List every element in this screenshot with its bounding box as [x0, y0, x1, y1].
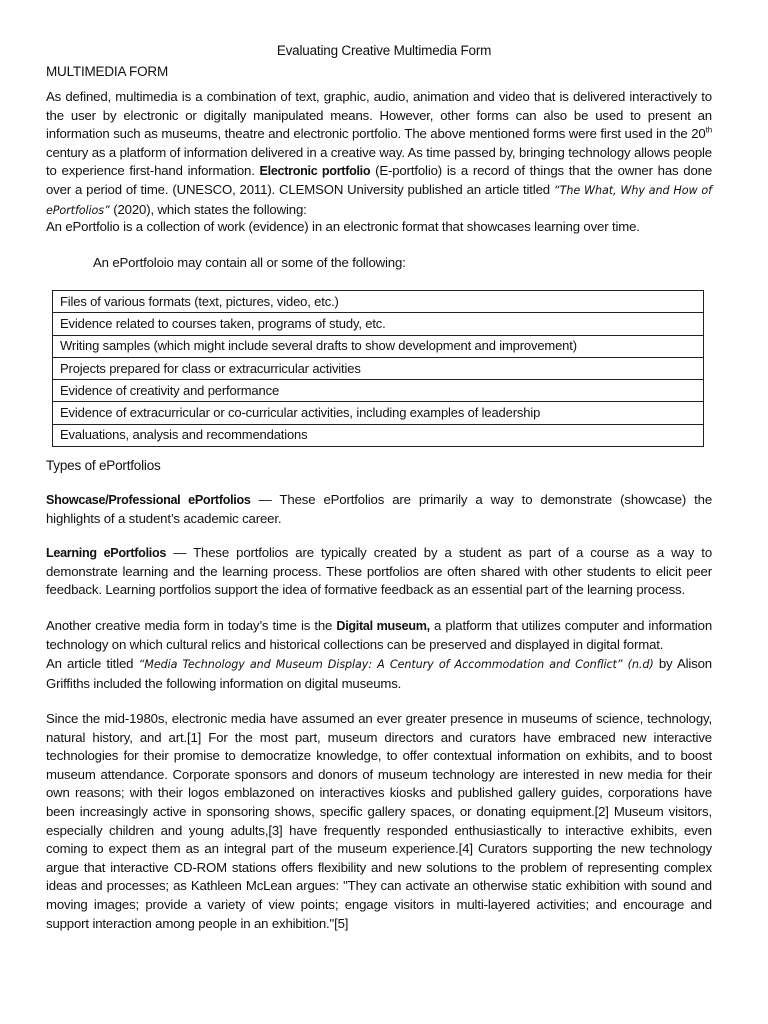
article-intro-b: by Alison Griffiths included the following information on digital museums. [46, 656, 712, 691]
table-cell: Writing samples (which might include several drafts to show development and improvement) [53, 335, 704, 357]
article-title-clemson: “The What, Why and How of ePortfolios” [46, 183, 712, 217]
table-cell: Evidence related to courses taken, programs of study, etc. [53, 313, 704, 335]
intro-text-d: (2020), which states the following: [109, 201, 307, 217]
table-row [53, 335, 704, 357]
term-electronic-portfolio: Electronic portfolio [259, 164, 371, 179]
learning-text: — These portfolios are typically created by a student as part of a course as a way to demonstrate learning and the learning process. These portfolios are often shared with other students to elicit peer feedback. Learning portfolios support the idea of formative feedback as an essential part of the learning process. [46, 545, 713, 598]
learning-paragraph [46, 544, 712, 600]
intro-text-c: (E-portfolio) is a record of things that the owner has done over a period of time. (UNESCO, 2011). CLEMSON University published an article titled [46, 163, 712, 197]
table-cell: Evidence of creativity and performance [53, 380, 704, 402]
term-learning: Learning ePortfolios [46, 546, 167, 560]
term-showcase: Showcase/Professional ePortfolios [46, 493, 251, 507]
types-heading: Types of ePortfolios [46, 458, 161, 473]
list-intro: An ePortfoloio may contain all or some of the following: [93, 255, 406, 270]
document-title: Evaluating Creative Multimedia Form [276, 43, 492, 58]
table-row [53, 291, 704, 313]
digital-museum-paragraph [46, 617, 712, 654]
table-cell: Evaluations, analysis and recommendations [53, 424, 704, 446]
table-cell: Evidence of extracurricular or co-curricular activities, including examples of leadership [53, 402, 704, 424]
museum-quote-paragraph: Since the mid-1980s, electronic media have assumed an ever greater presence in museums of science, technology, natural history, and art.[1] For the most part, museum directors and curators have embraced new interactive technologies for their promise to democratize knowledge, to offer contextual information on exhibits, and to boost museum attendance. Corporate sponsors and donors of museum technology are interested in new media for their own reasons; with their logos emblazoned on interactives kiosks and published gallery guides, corporations have been increasingly active in sponsoring shows, specific gallery spaces, or donating equipment.[2] Museum visitors, especially children and young adults,[3] have frequently responded enthusiastically to interactive exhibits, even coming to expect them as an integral part of the museum experience.[4] Curators supporting the new technology argue that interactive CD-ROM stations offers flexibility and new solutions to the problem of representing complex ideas and processes; as Kathleen McLean argues: "They can activate an otherwise static exhibition with sound and moving images; provide a variety of view points; engage visitors in multi-layered activities; and encourage and support interaction among people in an exhibition."[5] [46, 711, 712, 931]
section-heading: MULTIMEDIA FORM [46, 64, 169, 79]
museum-text-b: a platform that utilizes computer and information technology on which cultural relics and historical collections can be preserved and displayed in digital format. [46, 618, 712, 652]
intro-text-b: century as a platform of information delivered in a creative way. As time passed by, bringing technology allows people to experience first-hand information. [46, 144, 712, 179]
showcase-paragraph [46, 491, 712, 528]
intro-paragraph [46, 88, 712, 220]
eportfolio-definition: An ePortfolio is a collection of work (evidence) in an electronic format that showcases learning over time. [46, 219, 640, 234]
showcase-text: — These ePortfolios are primarily a way to demonstrate (showcase) the highlights of a student’s academic career. [46, 492, 713, 526]
intro-text-a: As defined, multimedia is a combination of text, graphic, audio, animation and video that is delivered interactively to the user by electronic or digitally manipulated means. However, other forms can also be used to present an information such as museums, theatre and electronic portfolio. The above mentioned forms were first used in the 20 [46, 89, 712, 142]
museum-text-a: Another creative media form in today’s time is the [46, 618, 337, 633]
table-row [53, 313, 704, 335]
table-row [53, 402, 704, 424]
contents-table [52, 290, 704, 447]
term-digital-museum: Digital museum, [336, 619, 430, 633]
table-cell: Projects prepared for class or extracurricular activities [53, 357, 704, 379]
table-row [53, 380, 704, 402]
superscript-th: th [705, 125, 712, 135]
table-cell: Files of various formats (text, pictures, video, etc.) [53, 291, 704, 313]
article-title-griffiths: “Media Technology and Museum Display: A Century of Accommodation and Conflict” (n.d) [138, 658, 654, 671]
table-row [53, 424, 704, 446]
table-row [53, 357, 704, 379]
article-intro-paragraph [46, 655, 712, 693]
article-intro-a: An article titled [46, 656, 139, 671]
